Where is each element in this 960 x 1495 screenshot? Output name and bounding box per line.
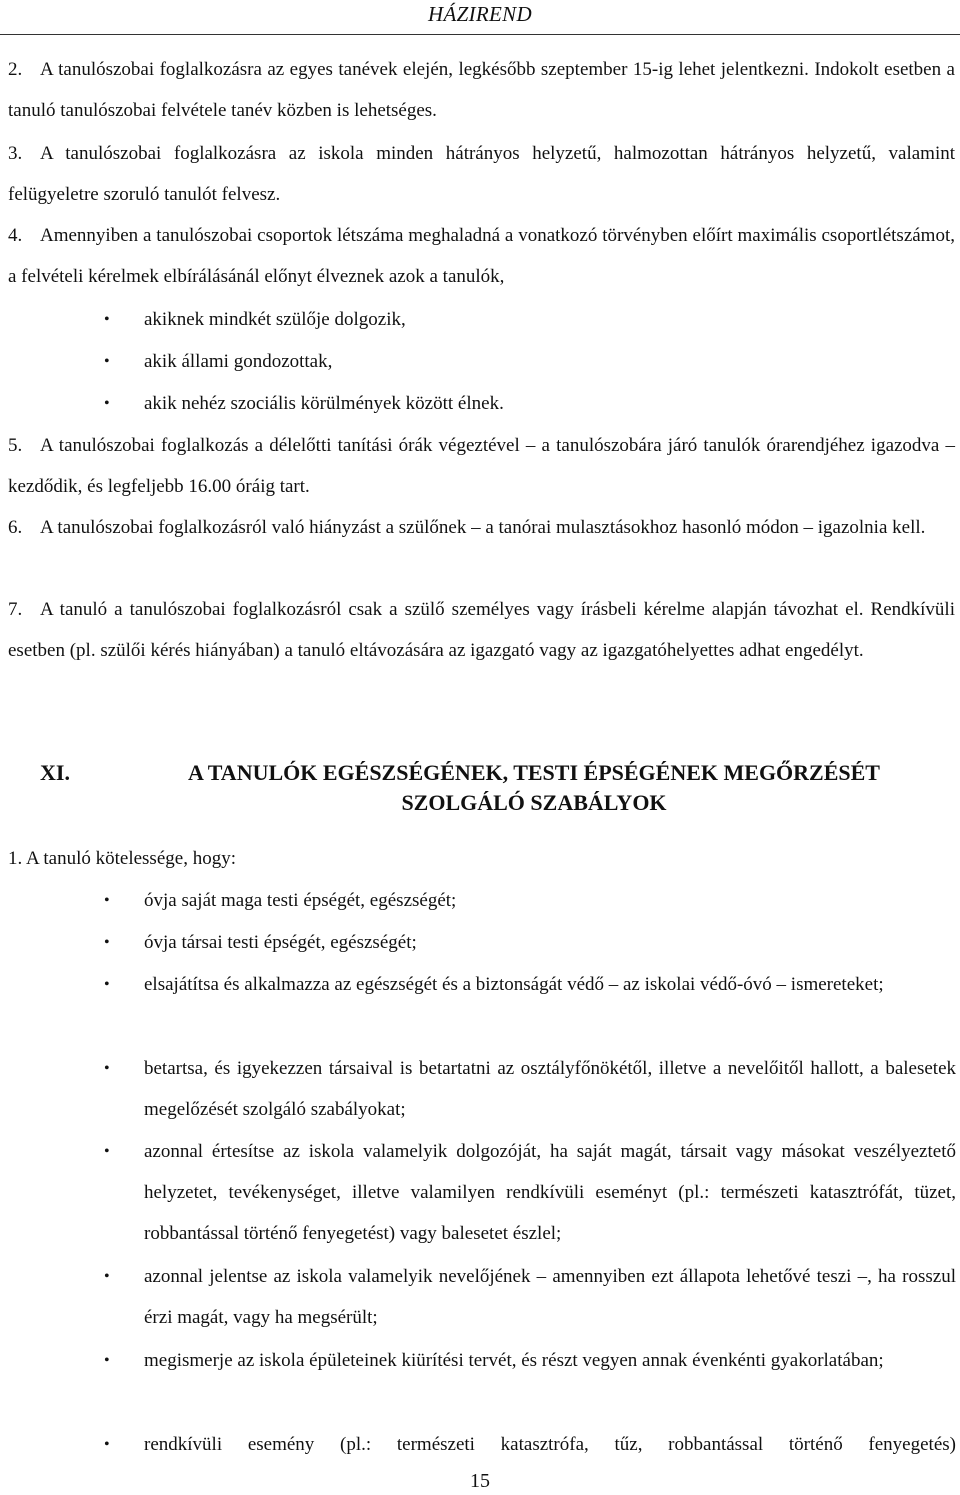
section-list-item-1: 1. A tanuló kötelessége, hogy:: [8, 848, 236, 869]
bullet-icon: •: [104, 1143, 110, 1160]
item-number: 5.: [8, 435, 23, 456]
section-title-line-1: A TANULÓK EGÉSZSÉGÉNEK, TESTI ÉPSÉGÉNEK MEGŐRZÉSÉT: [187, 760, 880, 785]
bullet-item: óvja társai testi épségét, egészségét;: [144, 932, 417, 953]
page-header: HÁZIREND: [428, 2, 532, 26]
item-number: 6.: [8, 517, 23, 538]
list-item-7: [8, 589, 955, 671]
bullet-icon: •: [104, 1060, 110, 1077]
list-item-2: [8, 49, 955, 131]
bullet-icon: •: [104, 1352, 110, 1369]
section-number: XI.: [40, 760, 70, 785]
list-item-6: [8, 507, 955, 548]
bullet-icon: •: [104, 934, 110, 951]
bullet-item: megismerje az iskola épületeinek kiürítési tervét, és részt vegyen annak évenkénti gyakorlatában;: [144, 1350, 884, 1371]
list-item-4: [8, 215, 955, 297]
bullet-item: akik állami gondozottak,: [144, 351, 333, 372]
bullet-item: elsajátítsa és alkalmazza az egészségét és a biztonságát védő – az iskolai védő-óvó – ismereteket;: [144, 974, 884, 995]
bullet-icon: •: [104, 395, 110, 412]
bullet-item: betartsa, és igyekezzen társaival is betartatni az osztályfőnökétől, illetve a nevelőitől hallott, a balesetek megelőzését szolgáló szabályokat;: [144, 1058, 956, 1120]
item-text: A tanuló a tanulószobai foglalkozásról csak a szülő személyes vagy írásbeli kérelme alapján távozhat el. Rendkívüli esetben (pl. szülői kérés hiányában) a tanuló eltávozására az igazgató vagy az igazgatóhelyettes adhat engedélyt.: [8, 599, 955, 661]
bullet-icon: •: [104, 1436, 110, 1453]
item-text: A tanulószobai foglalkozás a délelőtti tanítási órák végeztével – a tanulószobára járó tanulók órarendjéhez igazodva – kezdődik, és legfeljebb 16.00 óráig tart.: [8, 435, 955, 497]
item-number: 4.: [8, 225, 23, 246]
bullet-icon: •: [104, 1268, 110, 1285]
item-text: A tanulószobai foglalkozásról való hiányzást a szülőnek – a tanórai mulasztásokhoz hasonló módon – igazolnia kell.: [40, 517, 926, 538]
item-text: A tanulószobai foglalkozásra az iskola minden hátrányos helyzetű, halmozottan hátrányos helyzetű, valamint felügyeletre szoruló tanulót felvesz.: [8, 143, 955, 205]
header-divider: [0, 34, 960, 35]
bullet-icon: •: [104, 353, 110, 370]
bullet-icon: •: [104, 976, 110, 993]
list-item-5: [8, 425, 955, 507]
bullet-item: akik nehéz szociális körülmények között élnek.: [144, 393, 504, 414]
bullet-item: rendkívüli esemény (pl.: természeti katasztrófa, tűz, robbantással történő fenyegetés): [144, 1434, 956, 1455]
bullet-item: azonnal értesítse az iskola valamelyik dolgozóját, ha saját magát, társait vagy másokat veszélyeztető helyzetet, tevékenységet, illetve valamilyen rendkívüli eseményt (pl.: természeti katasztrófát, tüzet, robbantással történő fenyegetést) vagy balesetet észlel;: [144, 1141, 956, 1244]
list-item-3: [8, 133, 955, 215]
bullet-item: óvja saját maga testi épségét, egészségét;: [144, 890, 457, 911]
bullet-item: akiknek mindkét szülője dolgozik,: [144, 309, 406, 330]
bullet-icon: •: [104, 892, 110, 909]
bullet-item: azonnal jelentse az iskola valamelyik nevelőjének – amennyiben ezt állapota lehetővé teszi –, ha rosszul érzi magát, vagy ha megsérült;: [144, 1266, 956, 1328]
bullet-icon: •: [104, 311, 110, 328]
item-number: 3.: [8, 143, 23, 164]
item-number: 2.: [8, 59, 23, 80]
item-number: 7.: [8, 599, 23, 620]
page-number: 15: [470, 1470, 490, 1492]
item-text: A tanulószobai foglalkozásra az egyes tanévek elején, legkésőbb szeptember 15-ig lehet jelentkezni. Indokolt esetben a tanuló tanulószobai felvétele tanév közben is lehetséges.: [8, 59, 955, 121]
section-title-line-2: SZOLGÁLÓ SZABÁLYOK: [401, 790, 667, 815]
item-text: Amennyiben a tanulószobai csoportok létszáma meghaladná a vonatkozó törvényben előírt maximális csoportlétszámot, a felvételi kérelmek elbírálásánál előnyt élveznek azok a tanulók,: [8, 225, 955, 287]
